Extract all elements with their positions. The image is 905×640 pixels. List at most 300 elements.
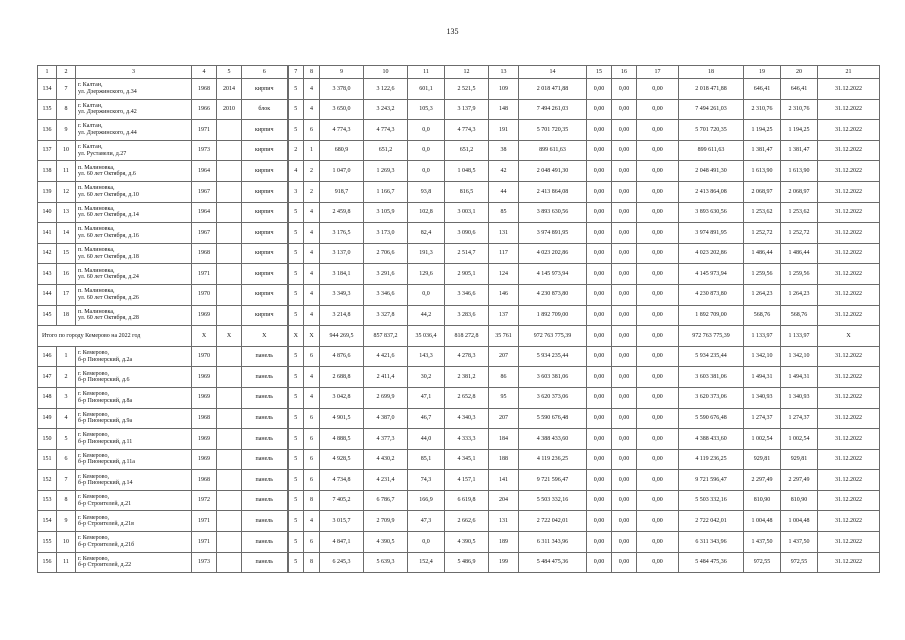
cell-c10: 3 105,9	[364, 202, 408, 223]
cell-c15: 0,00	[587, 243, 612, 264]
cell-c20: 1 274,37	[781, 408, 818, 429]
cell-c7: 5	[288, 305, 304, 326]
cell-c1: 153	[38, 490, 57, 511]
cell-c19: 1 342,10	[744, 346, 781, 367]
cell-c1: 152	[38, 470, 57, 491]
cell-c2: 7	[57, 79, 76, 100]
column-number-cell: 18	[679, 66, 744, 79]
cell-c7: 5	[288, 264, 304, 285]
cell-c9: 4 774,3	[320, 120, 364, 141]
cell-c10: 3 346,6	[364, 284, 408, 305]
cell-c20: 1 194,25	[781, 120, 818, 141]
cell-c21: 31.12.2022	[818, 79, 880, 100]
cell-c1: 138	[38, 161, 57, 182]
cell-c1: 150	[38, 429, 57, 450]
address-locality: г. Кемерово,	[78, 473, 109, 480]
cell-c6: панель	[242, 449, 288, 470]
address-locality: п. Малиновка,	[78, 185, 115, 192]
cell-c17: 0,00	[637, 532, 679, 553]
cell-c10: 4 430,2	[364, 449, 408, 470]
cell-c7: 5	[288, 223, 304, 244]
address-cell	[76, 367, 192, 388]
cell-c16: 0,00	[612, 387, 637, 408]
cell-c4: 1973	[192, 552, 217, 573]
cell-c15: 0,00	[587, 532, 612, 553]
cell-c2: 4	[57, 408, 76, 429]
address-locality: г. Кемерово,	[78, 370, 109, 377]
cell-c17: 0,00	[637, 408, 679, 429]
cell-c14: 3 603 381,06	[519, 367, 587, 388]
cell-c12: 5 486,9	[445, 552, 489, 573]
cell-c10: 4 390,5	[364, 532, 408, 553]
address-cell	[76, 140, 192, 161]
cell-c17: 0,00	[637, 79, 679, 100]
cell-c6: панель	[242, 367, 288, 388]
column-number-cell: 13	[489, 66, 519, 79]
cell-c5	[217, 284, 242, 305]
cell-c9: 3 137,0	[320, 243, 364, 264]
summary-c16: 0,00	[612, 326, 637, 347]
cell-c7: 4	[288, 161, 304, 182]
cell-c11: 191,3	[408, 243, 445, 264]
cell-c15: 0,00	[587, 202, 612, 223]
table-row	[38, 387, 880, 408]
address-locality: п. Малиновка,	[78, 308, 115, 315]
cell-c12: 4 340,3	[445, 408, 489, 429]
cell-c12: 2 652,8	[445, 387, 489, 408]
cell-c10: 1 166,7	[364, 181, 408, 202]
address-cell	[76, 470, 192, 491]
address-street: ул. 60 лет Октября, д.24	[78, 274, 139, 281]
cell-c10: 4 377,3	[364, 429, 408, 450]
cell-c17: 0,00	[637, 305, 679, 326]
cell-c1: 140	[38, 202, 57, 223]
cell-c11: 152,4	[408, 552, 445, 573]
cell-c8: 6	[304, 120, 320, 141]
cell-c12: 6 619,8	[445, 490, 489, 511]
cell-c1: 139	[38, 181, 57, 202]
cell-c12: 2 381,2	[445, 367, 489, 388]
cell-c11: 143,3	[408, 346, 445, 367]
cell-c5	[217, 429, 242, 450]
address-cell	[76, 202, 192, 223]
cell-c12: 4 157,1	[445, 470, 489, 491]
cell-c17: 0,00	[637, 387, 679, 408]
cell-c17: 0,00	[637, 490, 679, 511]
cell-c18: 6 311 343,96	[679, 532, 744, 553]
cell-c14: 899 611,63	[519, 140, 587, 161]
cell-c19: 2 310,76	[744, 99, 781, 120]
address-street: ул. 60 лет Октября, д.16	[78, 232, 139, 239]
cell-c7: 5	[288, 449, 304, 470]
cell-c20: 646,41	[781, 79, 818, 100]
cell-c18: 2 018 471,88	[679, 79, 744, 100]
cell-c12: 4 333,3	[445, 429, 489, 450]
summary-c8: X	[304, 326, 320, 347]
cell-c1: 144	[38, 284, 57, 305]
cell-c2: 15	[57, 243, 76, 264]
cell-c14: 2 018 471,88	[519, 79, 587, 100]
cell-c5: 2010	[217, 99, 242, 120]
cell-c5	[217, 408, 242, 429]
cell-c18: 5 590 676,48	[679, 408, 744, 429]
summary-label: Итого по городу Кемерово на 2022 год	[38, 326, 192, 347]
table-row	[38, 429, 880, 450]
cell-c11: 129,6	[408, 264, 445, 285]
cell-c11: 46,7	[408, 408, 445, 429]
cell-c21: 31.12.2022	[818, 532, 880, 553]
cell-c17: 0,00	[637, 449, 679, 470]
table-row	[38, 284, 880, 305]
cell-c13: 42	[489, 161, 519, 182]
cell-c14: 4 145 973,94	[519, 264, 587, 285]
address-street: ул. Дзержинского, д.42	[78, 109, 137, 116]
cell-c2: 10	[57, 532, 76, 553]
address-locality: г. Кемерово,	[78, 494, 109, 501]
cell-c15: 0,00	[587, 140, 612, 161]
cell-c16: 0,00	[612, 346, 637, 367]
table-row	[38, 79, 880, 100]
cell-c8: 4	[304, 387, 320, 408]
cell-c6: кирпич	[242, 202, 288, 223]
column-number-cell: 17	[637, 66, 679, 79]
cell-c14: 7 494 261,03	[519, 99, 587, 120]
cell-c7: 5	[288, 408, 304, 429]
cell-c5	[217, 449, 242, 470]
cell-c12: 2 521,5	[445, 79, 489, 100]
table-row	[38, 511, 880, 532]
cell-c9: 3 349,3	[320, 284, 364, 305]
cell-c2: 5	[57, 429, 76, 450]
cell-c11: 44,2	[408, 305, 445, 326]
cell-c9: 3 650,0	[320, 99, 364, 120]
summary-c5: X	[217, 326, 242, 347]
cell-c5	[217, 140, 242, 161]
table-row	[38, 490, 880, 511]
cell-c20: 972,55	[781, 552, 818, 573]
address-cell	[76, 264, 192, 285]
cell-c4: 1968	[192, 243, 217, 264]
cell-c5	[217, 532, 242, 553]
cell-c19: 1 613,90	[744, 161, 781, 182]
column-number-cell: 10	[364, 66, 408, 79]
cell-c10: 4 421,6	[364, 346, 408, 367]
column-number-cell: 7	[288, 66, 304, 79]
table-row	[38, 346, 880, 367]
cell-c11: 44,0	[408, 429, 445, 450]
address-cell	[76, 284, 192, 305]
cell-c17: 0,00	[637, 161, 679, 182]
table-row	[38, 532, 880, 553]
cell-c16: 0,00	[612, 490, 637, 511]
cell-c21: 31.12.2022	[818, 429, 880, 450]
cell-c20: 929,81	[781, 449, 818, 470]
cell-c21: 31.12.2022	[818, 99, 880, 120]
cell-c13: 188	[489, 449, 519, 470]
table-row	[38, 449, 880, 470]
address-street: ул. Дзержинского, д.34	[78, 88, 137, 95]
cell-c17: 0,00	[637, 470, 679, 491]
summary-c12: 818 272,8	[445, 326, 489, 347]
table-row	[38, 552, 880, 573]
address-street: ул. Дзержинского, д.44	[78, 129, 137, 136]
cell-c8: 2	[304, 181, 320, 202]
address-street: б-р Пионерский, д.2а	[78, 356, 133, 363]
column-number-cell: 3	[76, 66, 192, 79]
cell-c18: 1 892 709,00	[679, 305, 744, 326]
cell-c1: 137	[38, 140, 57, 161]
summary-c18: 972 763 775,39	[679, 326, 744, 347]
cell-c9: 4 888,5	[320, 429, 364, 450]
cell-c12: 3 137,9	[445, 99, 489, 120]
cell-c21: 31.12.2022	[818, 511, 880, 532]
column-number-cell: 5	[217, 66, 242, 79]
cell-c20: 1 486,44	[781, 243, 818, 264]
cell-c20: 810,90	[781, 490, 818, 511]
cell-c1: 155	[38, 532, 57, 553]
cell-c19: 1 274,37	[744, 408, 781, 429]
cell-c5	[217, 387, 242, 408]
cell-c17: 0,00	[637, 99, 679, 120]
cell-c14: 2 048 491,30	[519, 161, 587, 182]
table-row	[38, 470, 880, 491]
cell-c19: 1 486,44	[744, 243, 781, 264]
cell-c14: 3 893 630,56	[519, 202, 587, 223]
cell-c4: 1971	[192, 120, 217, 141]
table-row	[38, 140, 880, 161]
table-row	[38, 161, 880, 182]
cell-c6: панель	[242, 408, 288, 429]
address-cell	[76, 305, 192, 326]
cell-c18: 3 620 373,06	[679, 387, 744, 408]
address-cell	[76, 408, 192, 429]
cell-c18: 3 603 381,06	[679, 367, 744, 388]
cell-c18: 4 388 433,60	[679, 429, 744, 450]
cell-c7: 5	[288, 552, 304, 573]
cell-c12: 1 048,5	[445, 161, 489, 182]
cell-c6: панель	[242, 532, 288, 553]
cell-c1: 135	[38, 99, 57, 120]
column-number-cell: 19	[744, 66, 781, 79]
cell-c1: 136	[38, 120, 57, 141]
cell-c17: 0,00	[637, 264, 679, 285]
cell-c21: 31.12.2022	[818, 202, 880, 223]
cell-c7: 5	[288, 429, 304, 450]
column-number-cell: 8	[304, 66, 320, 79]
column-number-cell: 6	[242, 66, 288, 79]
table-row	[38, 181, 880, 202]
address-locality: г. Кемерово,	[78, 535, 109, 542]
cell-c2: 7	[57, 470, 76, 491]
table-row	[38, 99, 880, 120]
column-number-cell: 2	[57, 66, 76, 79]
cell-c17: 0,00	[637, 223, 679, 244]
cell-c9: 4 847,1	[320, 532, 364, 553]
cell-c16: 0,00	[612, 243, 637, 264]
cell-c18: 5 701 720,35	[679, 120, 744, 141]
cell-c14: 6 311 343,96	[519, 532, 587, 553]
cell-c21: 31.12.2022	[818, 552, 880, 573]
cell-c13: 124	[489, 264, 519, 285]
cell-c7: 5	[288, 243, 304, 264]
cell-c9: 7 405,2	[320, 490, 364, 511]
cell-c1: 143	[38, 264, 57, 285]
cell-c20: 1 494,31	[781, 367, 818, 388]
address-street: б-р Пионерский, д.11	[78, 438, 133, 445]
cell-c21: 31.12.2022	[818, 305, 880, 326]
cell-c5	[217, 202, 242, 223]
cell-c6: кирпич	[242, 223, 288, 244]
address-street: б-р Пионерский, д.11а	[78, 459, 135, 466]
address-cell	[76, 449, 192, 470]
cell-c7: 5	[288, 532, 304, 553]
address-locality: г. Кемерово,	[78, 514, 109, 521]
cell-c19: 2 068,97	[744, 181, 781, 202]
cell-c7: 5	[288, 120, 304, 141]
cell-c12: 3 283,6	[445, 305, 489, 326]
cell-c7: 5	[288, 367, 304, 388]
table-row	[38, 120, 880, 141]
cell-c4: 1968	[192, 470, 217, 491]
address-street: б-р Пионерский, д.14	[78, 480, 133, 487]
cell-c19: 972,55	[744, 552, 781, 573]
cell-c10: 2 699,9	[364, 387, 408, 408]
summary-c20: 1 133,97	[781, 326, 818, 347]
address-locality: п. Малиновка,	[78, 288, 115, 295]
cell-c6: кирпич	[242, 284, 288, 305]
cell-c16: 0,00	[612, 470, 637, 491]
cell-c5	[217, 243, 242, 264]
cell-c14: 4 388 433,60	[519, 429, 587, 450]
address-locality: п. Малиновка,	[78, 247, 115, 254]
cell-c16: 0,00	[612, 284, 637, 305]
column-number-cell: 16	[612, 66, 637, 79]
cell-c11: 0,0	[408, 532, 445, 553]
cell-c12: 3 003,1	[445, 202, 489, 223]
address-cell	[76, 79, 192, 100]
column-number-cell: 4	[192, 66, 217, 79]
cell-c20: 1 002,54	[781, 429, 818, 450]
cell-c21: 31.12.2022	[818, 284, 880, 305]
cell-c8: 4	[304, 284, 320, 305]
cell-c18: 4 230 873,80	[679, 284, 744, 305]
cell-c12: 651,2	[445, 140, 489, 161]
cell-c16: 0,00	[612, 532, 637, 553]
page-number: 135	[446, 27, 459, 36]
cell-c19: 810,90	[744, 490, 781, 511]
cell-c13: 207	[489, 346, 519, 367]
summary-c17: 0,00	[637, 326, 679, 347]
cell-c17: 0,00	[637, 367, 679, 388]
cell-c15: 0,00	[587, 511, 612, 532]
cell-c21: 31.12.2022	[818, 181, 880, 202]
cell-c20: 1 340,93	[781, 387, 818, 408]
address-cell	[76, 552, 192, 573]
cell-c16: 0,00	[612, 408, 637, 429]
cell-c16: 0,00	[612, 223, 637, 244]
cell-c17: 0,00	[637, 284, 679, 305]
address-locality: п. Малиновка,	[78, 267, 115, 274]
cell-c13: 137	[489, 305, 519, 326]
cell-c8: 1	[304, 140, 320, 161]
cell-c11: 105,3	[408, 99, 445, 120]
cell-c20: 2 297,49	[781, 470, 818, 491]
cell-c5	[217, 470, 242, 491]
cell-c16: 0,00	[612, 79, 637, 100]
cell-c10: 4 387,0	[364, 408, 408, 429]
cell-c2: 17	[57, 284, 76, 305]
cell-c2: 13	[57, 202, 76, 223]
cell-c4: 1972	[192, 490, 217, 511]
cell-c14: 4 230 873,80	[519, 284, 587, 305]
cell-c1: 156	[38, 552, 57, 573]
cell-c8: 4	[304, 511, 320, 532]
cell-c13: 207	[489, 408, 519, 429]
cell-c21: 31.12.2022	[818, 120, 880, 141]
cell-c13: 148	[489, 99, 519, 120]
cell-c4: 1967	[192, 223, 217, 244]
cell-c19: 1 004,48	[744, 511, 781, 532]
cell-c5	[217, 120, 242, 141]
cell-c21: 31.12.2022	[818, 161, 880, 182]
cell-c21: 31.12.2022	[818, 490, 880, 511]
cell-c6: кирпич	[242, 140, 288, 161]
address-street: б-р Строителей, д.22	[78, 562, 132, 569]
cell-c2: 12	[57, 181, 76, 202]
cell-c13: 38	[489, 140, 519, 161]
cell-c11: 601,1	[408, 79, 445, 100]
address-locality: г. Калтан,	[78, 144, 103, 151]
cell-c15: 0,00	[587, 449, 612, 470]
address-cell	[76, 346, 192, 367]
cell-c15: 0,00	[587, 429, 612, 450]
cell-c1: 154	[38, 511, 57, 532]
cell-c6: панель	[242, 470, 288, 491]
cell-c11: 0,0	[408, 140, 445, 161]
cell-c21: 31.12.2022	[818, 140, 880, 161]
cell-c17: 0,00	[637, 140, 679, 161]
cell-c1: 145	[38, 305, 57, 326]
table-row	[38, 202, 880, 223]
address-locality: п. Малиновка,	[78, 205, 115, 212]
cell-c15: 0,00	[587, 367, 612, 388]
cell-c8: 6	[304, 470, 320, 491]
address-street: ул. 60 лет Октября, д.14	[78, 212, 139, 219]
cell-c5: 2014	[217, 79, 242, 100]
cell-c9: 3 378,0	[320, 79, 364, 100]
cell-c7: 2	[288, 140, 304, 161]
cell-c1: 151	[38, 449, 57, 470]
cell-c2: 14	[57, 223, 76, 244]
cell-c18: 2 722 042,01	[679, 511, 744, 532]
cell-c2: 8	[57, 490, 76, 511]
cell-c15: 0,00	[587, 346, 612, 367]
cell-c21: 31.12.2022	[818, 346, 880, 367]
cell-c18: 899 611,63	[679, 140, 744, 161]
cell-c9: 918,7	[320, 181, 364, 202]
address-locality: п. Малиновка,	[78, 164, 115, 171]
address-locality: г. Кемерово,	[78, 452, 109, 459]
cell-c12: 816,5	[445, 181, 489, 202]
cell-c16: 0,00	[612, 367, 637, 388]
cell-c9: 6 245,3	[320, 552, 364, 573]
cell-c19: 646,41	[744, 79, 781, 100]
column-number-cell: 12	[445, 66, 489, 79]
address-locality: г. Калтан,	[78, 82, 103, 89]
cell-c13: 131	[489, 223, 519, 244]
cell-c11: 0,0	[408, 284, 445, 305]
cell-c10: 3 243,2	[364, 99, 408, 120]
